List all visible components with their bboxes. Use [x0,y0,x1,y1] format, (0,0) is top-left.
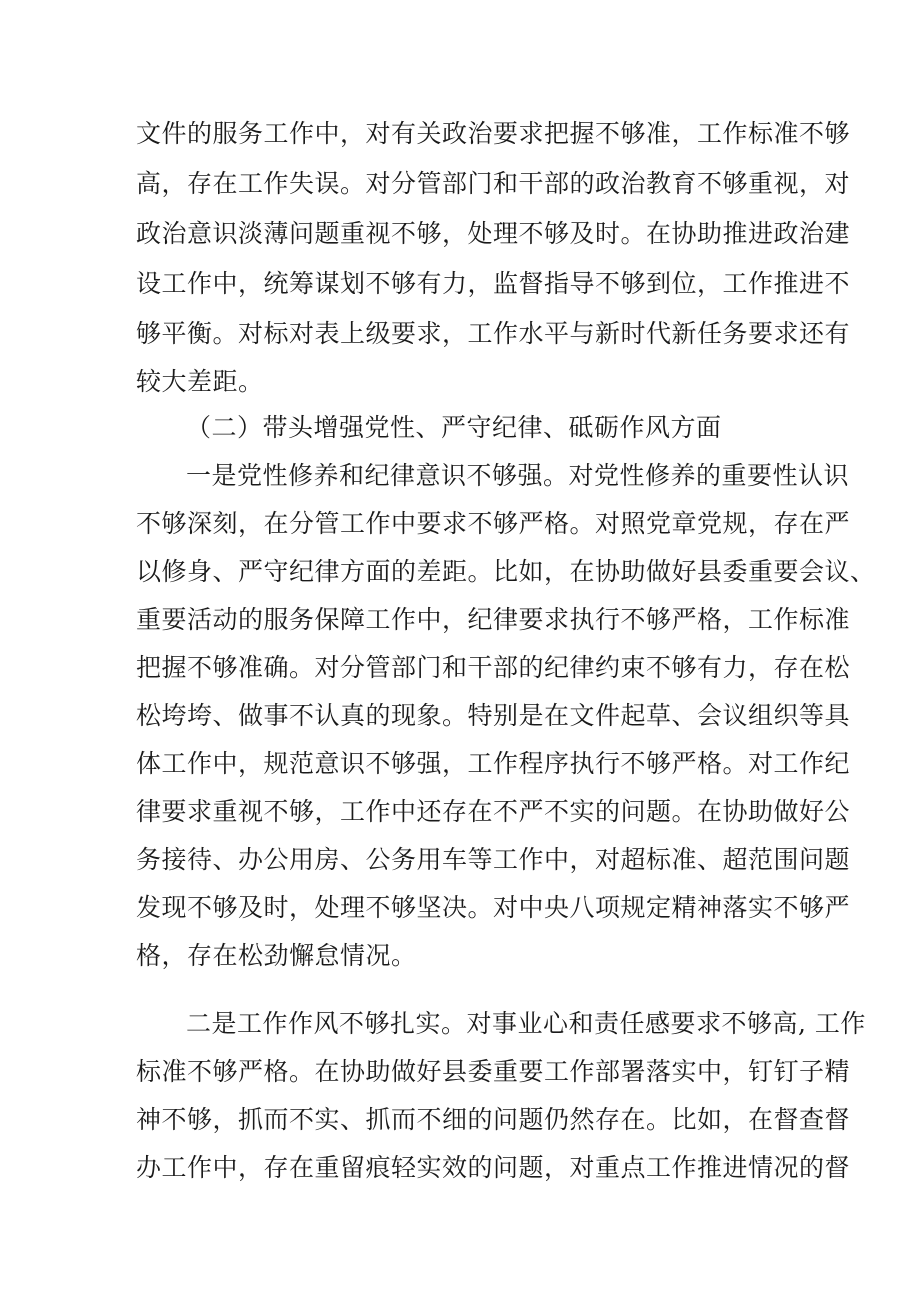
text-line: 松垮垮、做事不认真的现象。特别是在文件起草、会议组织等具 [136,701,851,730]
text-line: 文件的服务工作中，对有关政治要求把握不够准，工作标准不够 [136,119,851,148]
text-line: 办工作中，存在重留痕轻实效的问题，对重点工作推进情况的督 [136,1153,851,1182]
text-line: 律要求重视不够，工作中还存在不严不实的问题。在协助做好公 [136,797,851,826]
text-line: 较大差距。 [136,367,264,396]
text-line: 务接待、办公用房、公务用车等工作中，对超标准、超范围问题 [136,845,851,874]
text-line: 重要活动的服务保障工作中，纪律要求执行不够严格，工作标准 [136,605,851,634]
text-line: 政治意识淡薄问题重视不够，处理不够及时。在协助推进政治建 [136,219,851,248]
text-line: 设工作中，统筹谋划不够有力，监督指导不够到位，工作推进不 [136,269,851,298]
paragraph-first-line: 一是党性修养和纪律意识不够强。对党性修养的重要性认识 [186,461,850,490]
text-line: 以修身、严守纪律方面的差距。比如，在协助做好县委重要会议、 [136,557,876,586]
section-heading: （二）带头增强党性、严守纪律、砥砺作风方面 [186,413,722,442]
paragraph-first-line: 二是工作作风不够扎实。对事业心和责任感要求不够高, 工作 [186,1009,866,1038]
text-line: 格，存在松劲懈怠情况。 [136,941,417,970]
text-line: 够平衡。对标对表上级要求，工作水平与新时代新任务要求还有 [136,319,851,348]
text-line: 体工作中，规范意识不够强，工作程序执行不够严格。对工作纪 [136,749,851,778]
text-line: 把握不够准确。对分管部门和干部的纪律约束不够有力，存在松 [136,653,851,682]
text-line: 标准不够严格。在协助做好县委重要工作部署落实中，钉钉子精 [136,1057,851,1086]
text-line: 发现不够及时，处理不够坚决。对中央八项规定精神落实不够严 [136,893,851,922]
text-line: 高，存在工作失误。对分管部门和干部的政治教育不够重视，对 [136,169,851,198]
text-line: 神不够，抓而不实、抓而不细的问题仍然存在。比如，在督查督 [136,1105,851,1134]
text-line: 不够深刻，在分管工作中要求不够严格。对照党章党规，存在严 [136,509,851,538]
